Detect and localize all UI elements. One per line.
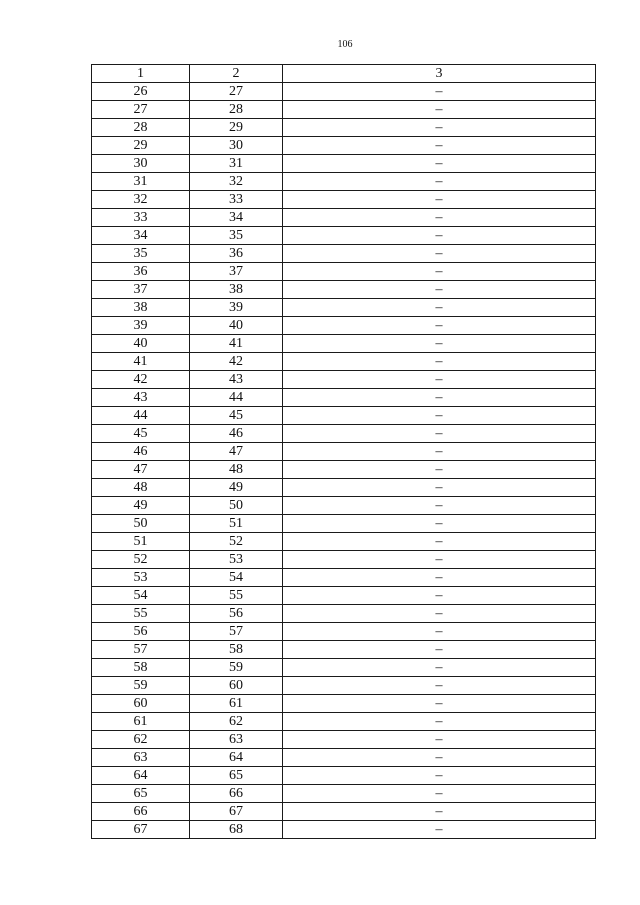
table-row	[92, 551, 596, 569]
table-cell-col-1: 38	[92, 299, 190, 317]
table-cell-col-3: –	[283, 281, 596, 299]
table-cell-col-3: –	[283, 83, 596, 101]
table-cell-col-3: –	[283, 659, 596, 677]
table-row	[92, 227, 596, 245]
table-cell-col-2: 31	[190, 155, 283, 173]
table-row	[92, 335, 596, 353]
table-cell-col-2: 37	[190, 263, 283, 281]
table-cell-col-3: –	[283, 479, 596, 497]
table-cell-col-2: 28	[190, 101, 283, 119]
table-row	[92, 119, 596, 137]
table-cell-col-2: 32	[190, 173, 283, 191]
table-cell-col-3: –	[283, 695, 596, 713]
table-cell-col-2: 47	[190, 443, 283, 461]
table-cell-col-2: 60	[190, 677, 283, 695]
table-cell-col-2: 55	[190, 587, 283, 605]
table-row	[92, 479, 596, 497]
table-body	[92, 83, 596, 839]
table-row	[92, 155, 596, 173]
table-cell-col-1: 53	[92, 569, 190, 587]
table-cell-col-3: –	[283, 497, 596, 515]
table-cell-col-1: 50	[92, 515, 190, 533]
table-cell-col-1: 44	[92, 407, 190, 425]
table-row	[92, 803, 596, 821]
table-cell-col-3: –	[283, 533, 596, 551]
table-cell-col-3: –	[283, 749, 596, 767]
table-cell-col-3: –	[283, 119, 596, 137]
table-row	[92, 677, 596, 695]
table-row	[92, 605, 596, 623]
table-cell-col-1: 39	[92, 317, 190, 335]
table-cell-col-1: 45	[92, 425, 190, 443]
table-cell-col-3: –	[283, 623, 596, 641]
table-cell-col-1: 60	[92, 695, 190, 713]
table-row	[92, 245, 596, 263]
table-cell-col-1: 36	[92, 263, 190, 281]
table-row	[92, 785, 596, 803]
table-cell-col-2: 34	[190, 209, 283, 227]
table-row	[92, 263, 596, 281]
table-cell-col-1: 40	[92, 335, 190, 353]
table-cell-col-2: 64	[190, 749, 283, 767]
table-cell-col-3: –	[283, 227, 596, 245]
table-row	[92, 191, 596, 209]
table-cell-col-2: 46	[190, 425, 283, 443]
table-row	[92, 767, 596, 785]
table-row	[92, 695, 596, 713]
page-number: 106	[337, 39, 353, 50]
table-cell-col-3: –	[283, 569, 596, 587]
table-cell-col-3: –	[283, 515, 596, 533]
table-row	[92, 443, 596, 461]
table-cell-col-3: –	[283, 407, 596, 425]
table-row	[92, 389, 596, 407]
table-cell-col-1: 46	[92, 443, 190, 461]
table-cell-col-2: 61	[190, 695, 283, 713]
table-cell-col-1: 56	[92, 623, 190, 641]
table-cell-col-1: 62	[92, 731, 190, 749]
table-row	[92, 209, 596, 227]
table-cell-col-1: 31	[92, 173, 190, 191]
table-cell-col-2: 58	[190, 641, 283, 659]
table-cell-col-3: –	[283, 587, 596, 605]
table-row	[92, 371, 596, 389]
table-cell-col-2: 59	[190, 659, 283, 677]
table-cell-col-3: –	[283, 821, 596, 839]
table-cell-col-3: –	[283, 461, 596, 479]
table-cell-col-1: 47	[92, 461, 190, 479]
table-cell-col-2: 48	[190, 461, 283, 479]
table-cell-col-3: –	[283, 785, 596, 803]
table-cell-col-3: –	[283, 605, 596, 623]
table-cell-col-2: 38	[190, 281, 283, 299]
table-row	[92, 83, 596, 101]
table-cell-col-1: 61	[92, 713, 190, 731]
table-cell-col-3: –	[283, 443, 596, 461]
table-cell-col-1: 55	[92, 605, 190, 623]
table-cell-col-2: 45	[190, 407, 283, 425]
table-cell-col-3: –	[283, 767, 596, 785]
table-cell-col-2: 27	[190, 83, 283, 101]
table-row	[92, 173, 596, 191]
table-row	[92, 281, 596, 299]
table-cell-col-1: 51	[92, 533, 190, 551]
table-cell-col-1: 34	[92, 227, 190, 245]
table-row	[92, 515, 596, 533]
table-cell-col-3: –	[283, 335, 596, 353]
column-header-2: 2	[190, 65, 283, 83]
table-cell-col-3: –	[283, 101, 596, 119]
table-row	[92, 137, 596, 155]
table-cell-col-3: –	[283, 551, 596, 569]
table-cell-col-3: –	[283, 317, 596, 335]
table-cell-col-1: 35	[92, 245, 190, 263]
table-cell-col-1: 66	[92, 803, 190, 821]
table-cell-col-1: 41	[92, 353, 190, 371]
table-cell-col-2: 42	[190, 353, 283, 371]
table-cell-col-1: 26	[92, 83, 190, 101]
table-cell-col-1: 54	[92, 587, 190, 605]
data-table	[91, 64, 596, 839]
table-row	[92, 641, 596, 659]
table-cell-col-1: 33	[92, 209, 190, 227]
table-row	[92, 533, 596, 551]
table-cell-col-2: 29	[190, 119, 283, 137]
table-cell-col-3: –	[283, 263, 596, 281]
table-cell-col-2: 66	[190, 785, 283, 803]
table-row	[92, 569, 596, 587]
table-cell-col-3: –	[283, 245, 596, 263]
table-cell-col-3: –	[283, 137, 596, 155]
table-cell-col-2: 62	[190, 713, 283, 731]
table-cell-col-1: 27	[92, 101, 190, 119]
table-cell-col-3: –	[283, 641, 596, 659]
table-cell-col-2: 67	[190, 803, 283, 821]
table-cell-col-2: 36	[190, 245, 283, 263]
table-cell-col-1: 59	[92, 677, 190, 695]
column-header-3: 3	[283, 65, 596, 83]
table-cell-col-2: 65	[190, 767, 283, 785]
table-cell-col-2: 33	[190, 191, 283, 209]
table-row	[92, 353, 596, 371]
table-cell-col-2: 52	[190, 533, 283, 551]
table-cell-col-1: 65	[92, 785, 190, 803]
table-cell-col-1: 29	[92, 137, 190, 155]
table-cell-col-3: –	[283, 677, 596, 695]
table-row	[92, 749, 596, 767]
table-header-row	[92, 65, 596, 83]
column-header-1: 1	[92, 65, 190, 83]
table-cell-col-3: –	[283, 353, 596, 371]
table-cell-col-3: –	[283, 371, 596, 389]
table-cell-col-1: 49	[92, 497, 190, 515]
table-cell-col-3: –	[283, 713, 596, 731]
table-cell-col-1: 52	[92, 551, 190, 569]
table-cell-col-2: 40	[190, 317, 283, 335]
table-cell-col-1: 63	[92, 749, 190, 767]
table-cell-col-3: –	[283, 425, 596, 443]
table-row	[92, 497, 596, 515]
table-cell-col-2: 35	[190, 227, 283, 245]
table-cell-col-2: 57	[190, 623, 283, 641]
table-cell-col-1: 37	[92, 281, 190, 299]
table-cell-col-1: 64	[92, 767, 190, 785]
table-cell-col-3: –	[283, 155, 596, 173]
table-cell-col-1: 57	[92, 641, 190, 659]
table-row	[92, 713, 596, 731]
table-cell-col-2: 39	[190, 299, 283, 317]
table-cell-col-2: 43	[190, 371, 283, 389]
table-cell-col-2: 53	[190, 551, 283, 569]
table-cell-col-2: 30	[190, 137, 283, 155]
table-row	[92, 587, 596, 605]
table-row	[92, 623, 596, 641]
table-cell-col-3: –	[283, 731, 596, 749]
table-cell-col-3: –	[283, 803, 596, 821]
table-cell-col-2: 54	[190, 569, 283, 587]
table-row	[92, 659, 596, 677]
table-row	[92, 407, 596, 425]
table-cell-col-2: 51	[190, 515, 283, 533]
table-cell-col-2: 68	[190, 821, 283, 839]
table-cell-col-3: –	[283, 389, 596, 407]
table-cell-col-3: –	[283, 209, 596, 227]
table-cell-col-2: 50	[190, 497, 283, 515]
table-cell-col-2: 63	[190, 731, 283, 749]
table-cell-col-3: –	[283, 299, 596, 317]
table-cell-col-1: 30	[92, 155, 190, 173]
table-cell-col-1: 48	[92, 479, 190, 497]
table-row	[92, 461, 596, 479]
table-cell-col-2: 44	[190, 389, 283, 407]
table-cell-col-2: 41	[190, 335, 283, 353]
table-cell-col-1: 42	[92, 371, 190, 389]
table-cell-col-1: 43	[92, 389, 190, 407]
table-cell-col-1: 58	[92, 659, 190, 677]
table-row	[92, 821, 596, 839]
table-row	[92, 317, 596, 335]
table-row	[92, 101, 596, 119]
table-cell-col-1: 32	[92, 191, 190, 209]
table-cell-col-3: –	[283, 191, 596, 209]
table-row	[92, 425, 596, 443]
table-cell-col-1: 28	[92, 119, 190, 137]
table-cell-col-2: 56	[190, 605, 283, 623]
table-row	[92, 731, 596, 749]
table-row	[92, 299, 596, 317]
table-cell-col-1: 67	[92, 821, 190, 839]
table-cell-col-2: 49	[190, 479, 283, 497]
table-cell-col-3: –	[283, 173, 596, 191]
